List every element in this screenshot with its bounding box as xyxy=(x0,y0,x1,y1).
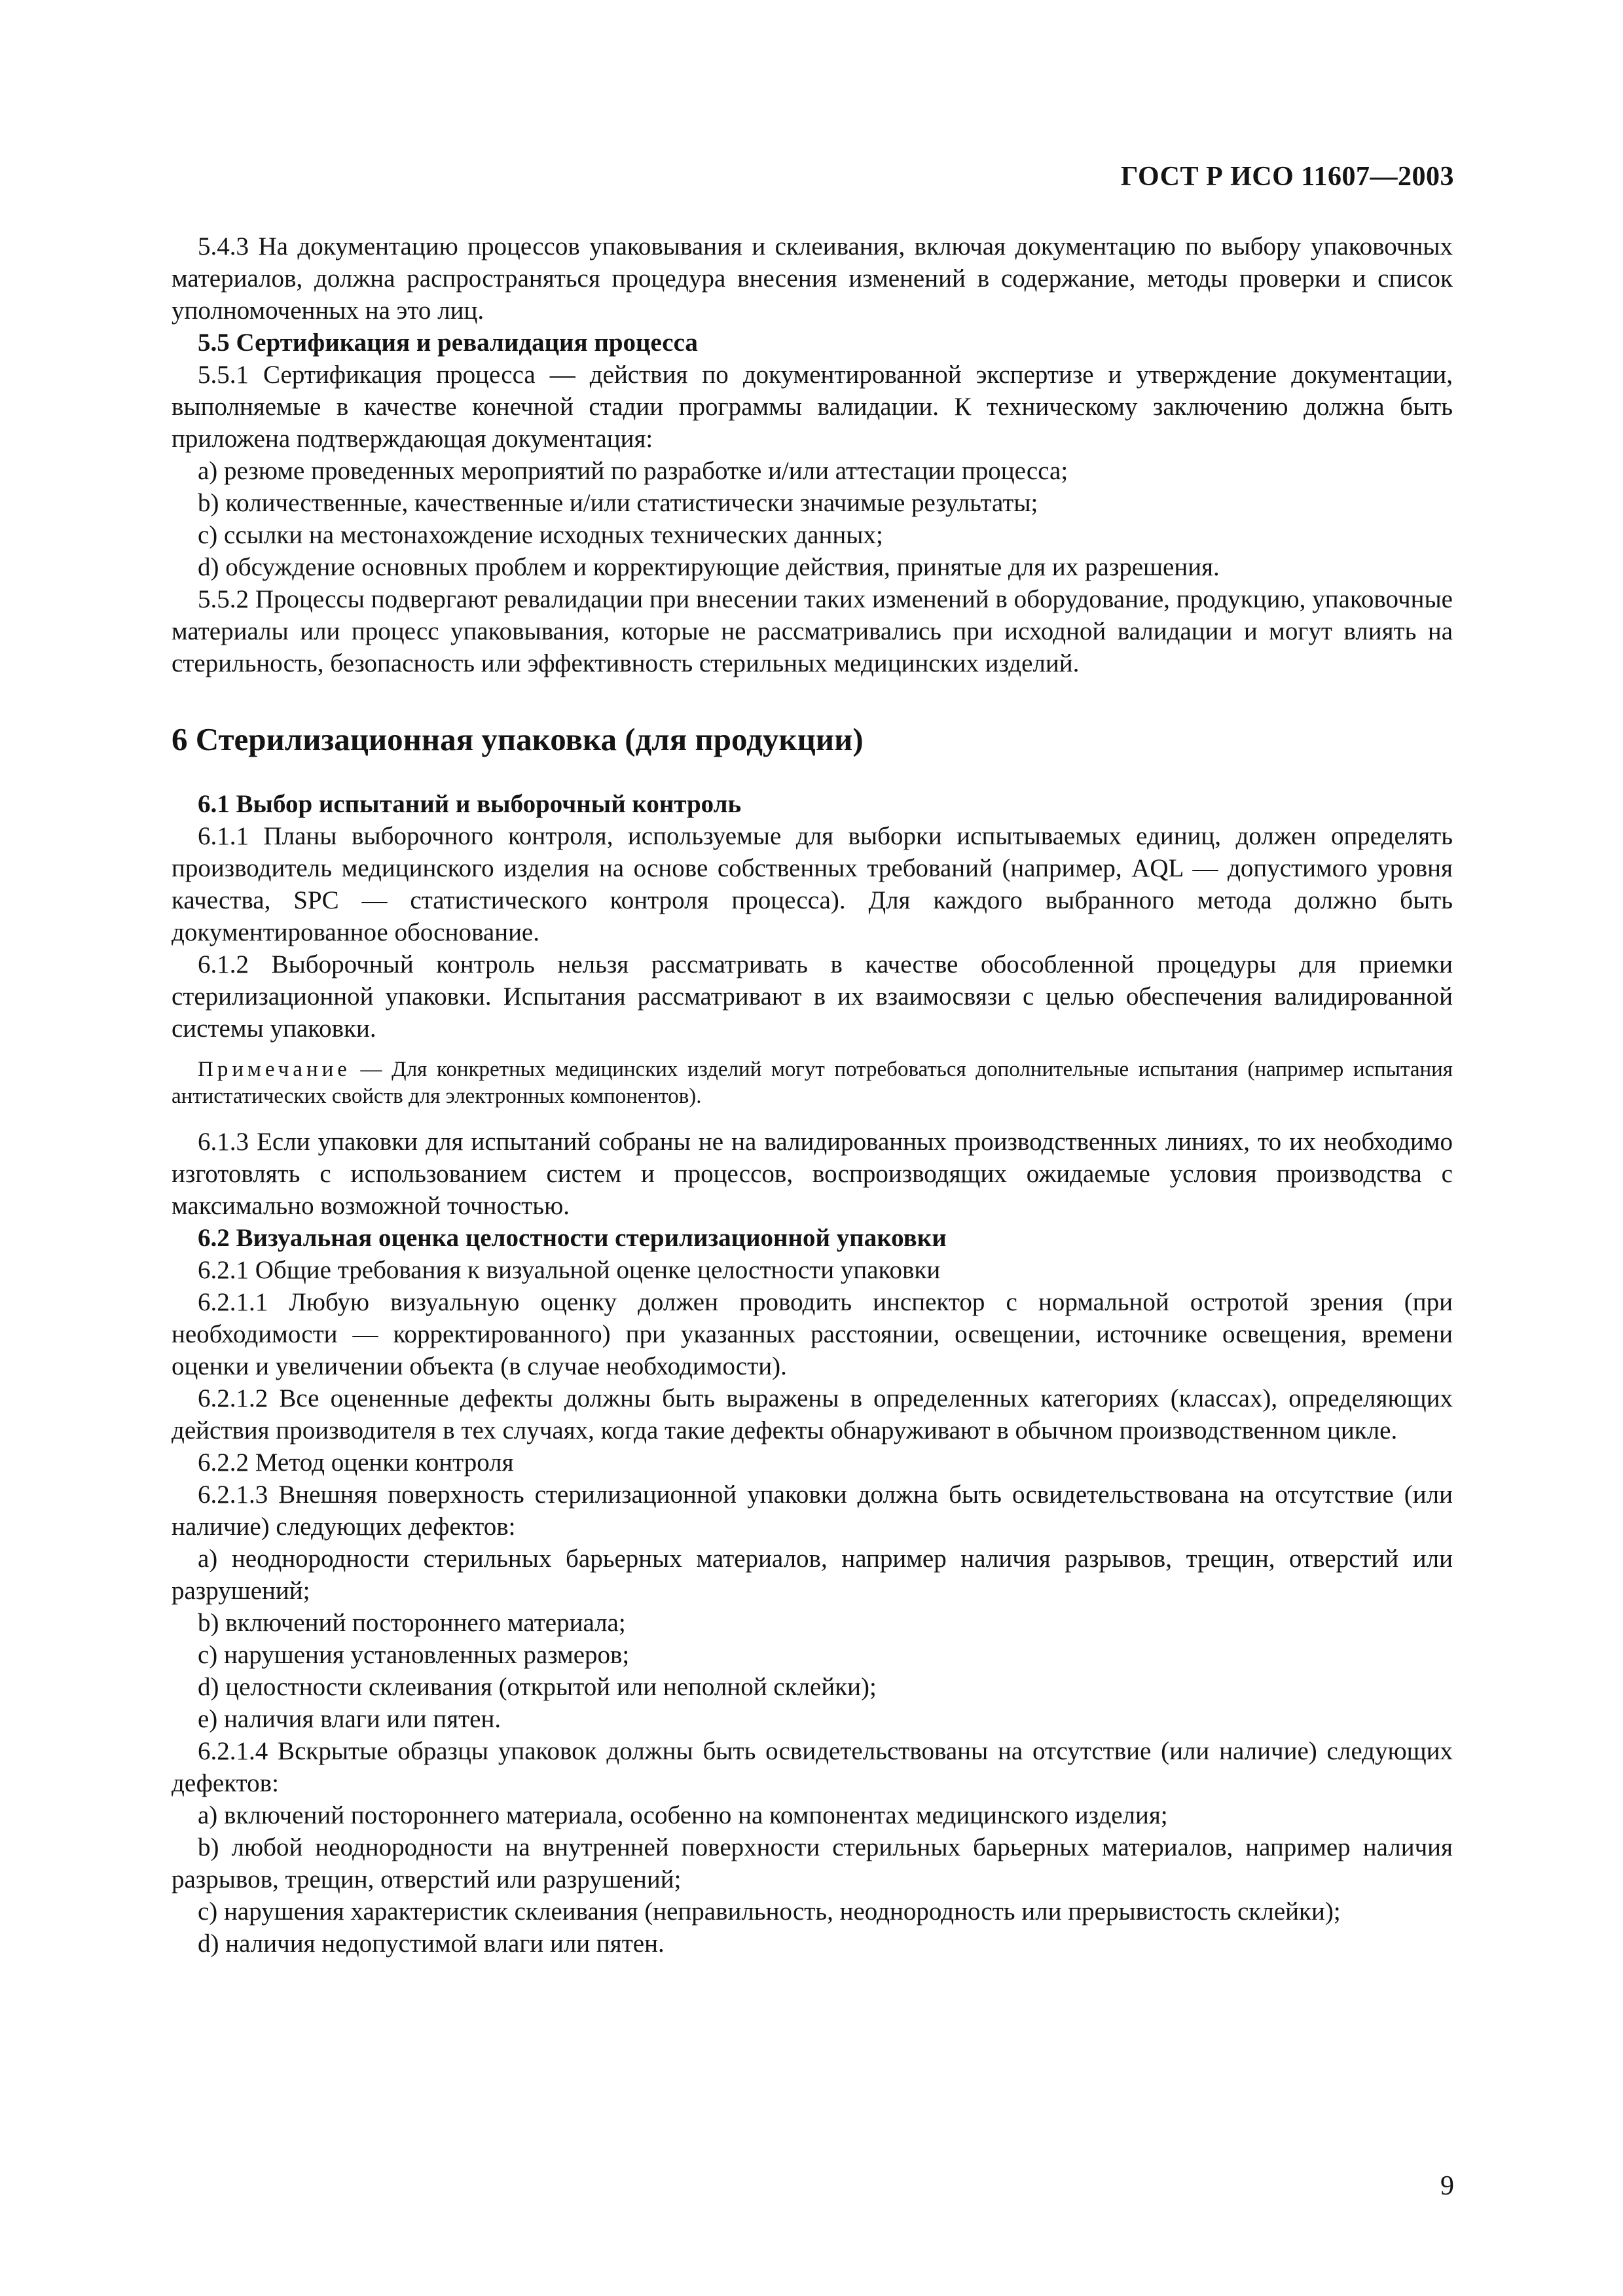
heading-6-2: 6.2 Визуальная оценка целостности стерилизационной упаковки xyxy=(198,1224,947,1252)
paragraph-6-2-1-3: 6.2.1.3 Внешняя поверхность стерилизационной упаковки должна быть освидетельствована на отсутствие (или наличие) следующих дефектов: xyxy=(172,1480,1453,1541)
paragraph-6-2-1-2: 6.2.1.2 Все оцененные дефекты должны быть выражены в определенных категориях (классах), определяющих действия производителя в тех случаях, когда такие дефекты обнаруживают в обычном производственном цикле. xyxy=(172,1384,1453,1444)
list-item-6-2-1-3-b: b) включений постороннего материала; xyxy=(198,1609,626,1637)
paragraph-5-5-1: 5.5.1 Сертификация процесса — действия по документированной экспертизе и утверждение документации, выполняемые в качестве конечной стадии программы валидации. К техническому заключению должна быть приложена подтверждающая документация: xyxy=(172,361,1453,453)
document-body xyxy=(172,230,1453,1960)
document-code-header: ГОСТ Р ИСО 11607—2003 xyxy=(1120,162,1454,192)
list-item-6-2-1-3-e: e) наличия влаги или пятен. xyxy=(198,1705,501,1733)
list-item-5-5-1-b: b) количественные, качественные и/или статистически значимые результаты; xyxy=(198,489,1038,517)
paragraph-6-2-1-1: 6.2.1.1 Любую визуальную оценку должен проводить инспектор с нормальной остротой зрения (при необходимости — корректированного) при указанных расстоянии, освещении, источнике освещения, времени оценки и увеличении объекта (в случае необходимости). xyxy=(172,1288,1453,1380)
paragraph-6-2-1-4: 6.2.1.4 Вскрытые образцы упаковок должны быть освидетельствованы на отсутствие (или наличие) следующих дефектов: xyxy=(172,1737,1453,1797)
paragraph-6-2-1: 6.2.1 Общие требования к визуальной оценке целостности упаковки xyxy=(198,1256,941,1284)
list-item-6-2-1-3-a: a) неоднородности стерильных барьерных материалов, например наличия разрывов, трещин, отверстий или разрушений; xyxy=(172,1545,1453,1605)
list-item-6-2-1-4-d: d) наличия недопустимой влаги или пятен. xyxy=(198,1929,665,1958)
paragraph-5-4-3: 5.4.3 На документацию процессов упаковывания и склеивания, включая документацию по выбору упаковочных материалов, должна распространяться процедура внесения изменений в содержание, методы проверки и список уполномоченных на это лиц. xyxy=(172,232,1453,325)
section-heading-6: 6 Стерилизационная упаковка (для продукции) xyxy=(172,721,864,757)
page-number: 9 xyxy=(1440,2171,1454,2201)
heading-5-5: 5.5 Сертификация и ревалидация процесса xyxy=(198,329,698,357)
heading-6-1: 6.1 Выбор испытаний и выборочный контроль xyxy=(198,790,742,818)
note xyxy=(172,1056,1453,1110)
list-item-6-2-1-3-c: c) нарушения установленных размеров; xyxy=(198,1641,630,1669)
list-item-5-5-1-a: a) резюме проведенных мероприятий по разработке и/или аттестации процесса; xyxy=(198,457,1068,485)
note-text: — Для конкретных медицинских изделий могут потребоваться дополнительные испытания (например испытания антистатических свойств для электронных компонентов). xyxy=(172,1058,1453,1108)
paragraph-6-2-2: 6.2.2 Метод оценки контроля xyxy=(198,1448,514,1477)
list-item-5-5-1-d: d) обсуждение основных проблем и корректирующие действия, принятые для их разрешения. xyxy=(198,553,1220,581)
list-item-6-2-1-4-b: b) любой неоднородности на внутренней поверхности стерильных барьерных материалов, например наличия разрывов, трещин, отверстий или разрушений; xyxy=(172,1833,1453,1893)
list-item-5-5-1-c: c) ссылки на местонахождение исходных технических данных; xyxy=(198,521,883,549)
list-item-6-2-1-4-a: a) включений постороннего материала, особенно на компонентах медицинского изделия; xyxy=(198,1801,1168,1829)
note-label: Примечание xyxy=(198,1058,351,1081)
list-item-6-2-1-4-c: c) нарушения характеристик склеивания (неправильность, неоднородность или прерывистость склейки); xyxy=(198,1897,1341,1926)
paragraph-6-1-1: 6.1.1 Планы выборочного контроля, используемые для выборки испытываемых единиц, должен определять производитель медицинского изделия на основе собственных требований (например, AQL — допустимого уровня качества, SPC — статистического контроля процесса). Для каждого выбранного метода должно быть документированное обоснование. xyxy=(172,822,1453,946)
paragraph-6-1-3: 6.1.3 Если упаковки для испытаний собраны не на валидированных производственных линиях, то их необходимо изготовлять с использованием систем и процессов, воспроизводящих ожидаемые условия производства с максимально возможной точностью. xyxy=(172,1128,1453,1220)
paragraph-6-1-2: 6.1.2 Выборочный контроль нельзя рассматривать в качестве обособленной процедуры для приемки стерилизационной упаковки. Испытания рассматривают в их взаимосвязи с целью обеспечения валидированной системы упаковки. xyxy=(172,950,1453,1043)
paragraph-5-5-2: 5.5.2 Процессы подвергают ревалидации при внесении таких изменений в оборудование, продукцию, упаковочные материалы или процесс упаковывания, которые не рассматривались при исходной валидации и могут влиять на стерильность, безопасность или эффективность стерильных медицинских изделий. xyxy=(172,585,1453,677)
list-item-6-2-1-3-d: d) целостности склеивания (открытой или неполной склейки); xyxy=(198,1673,877,1701)
